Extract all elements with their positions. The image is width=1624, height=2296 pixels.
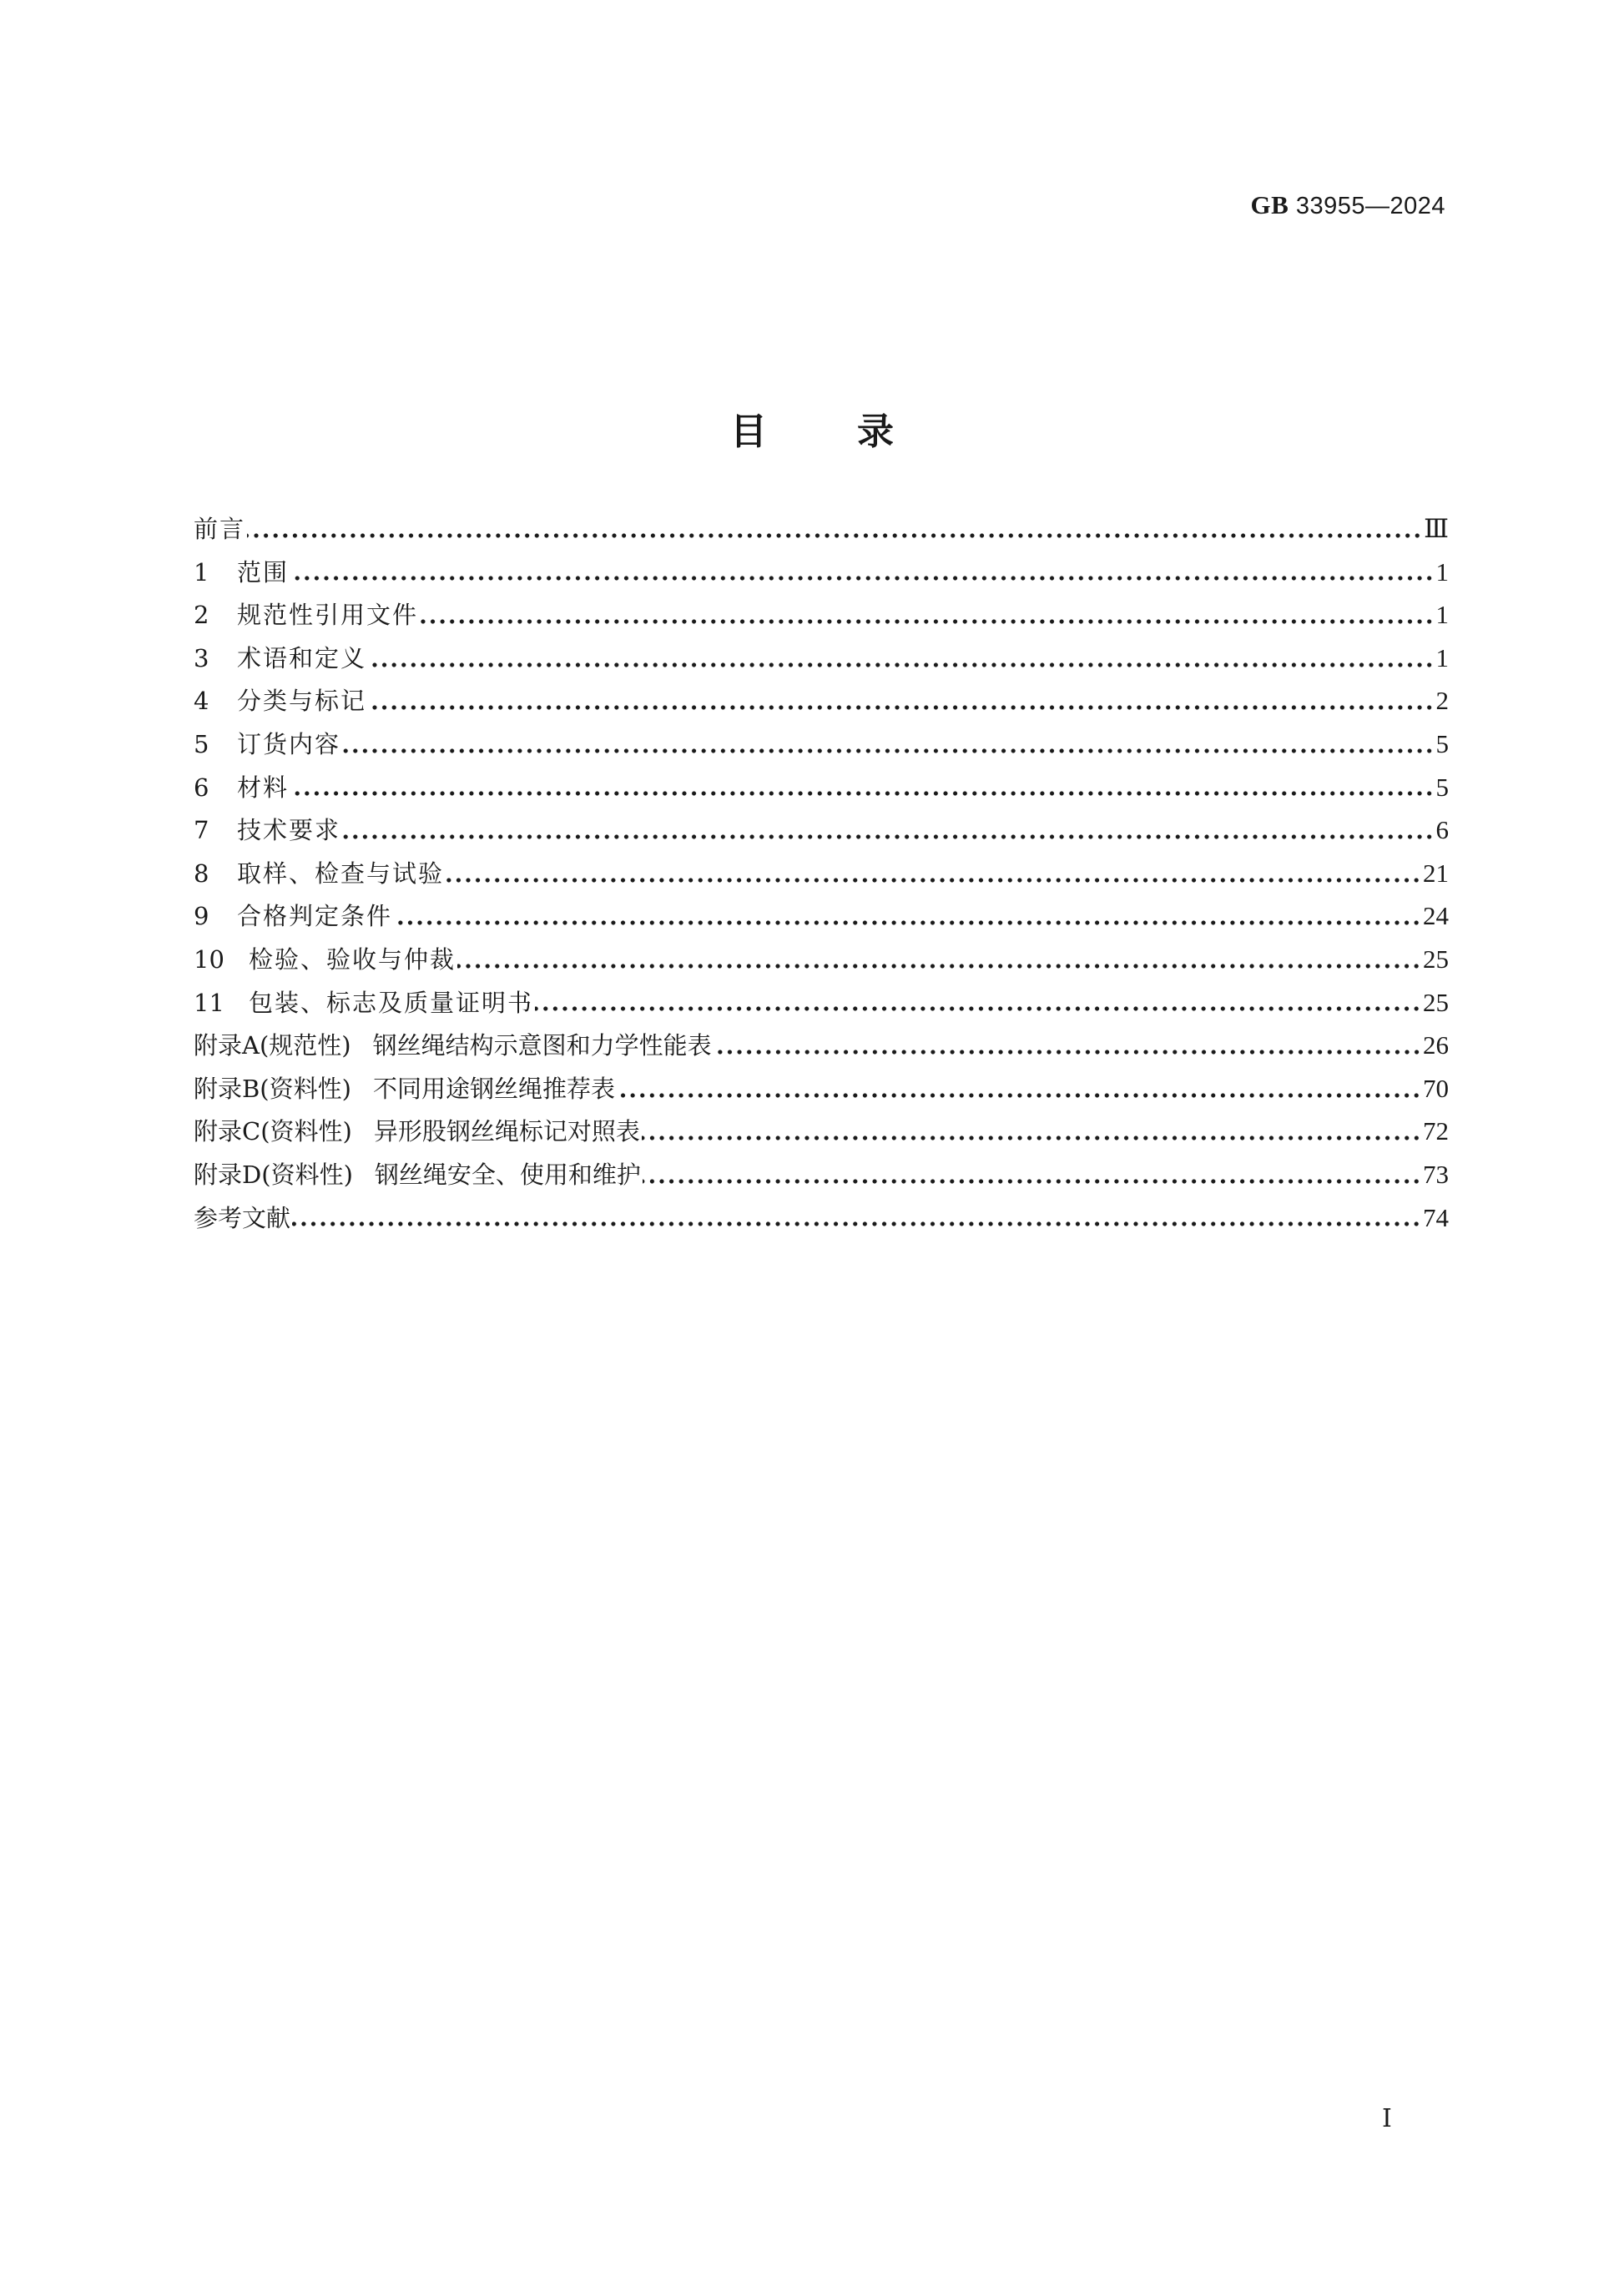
dot-leader [368, 662, 1434, 668]
dot-leader [446, 877, 1421, 884]
toc-label: 合格判定条件 [237, 902, 393, 931]
standard-number: 33955—2024 [1295, 193, 1445, 219]
toc-page-number: 25 [1423, 944, 1449, 974]
toc-entry-5[interactable] [194, 726, 1449, 769]
toc-page-number: 73 [1423, 1159, 1449, 1189]
dot-leader [368, 704, 1434, 711]
toc-label: 材料 [237, 773, 290, 802]
toc-page-number: 26 [1423, 1030, 1449, 1060]
toc-entry-8[interactable] [194, 855, 1449, 899]
toc-page-number: 21 [1423, 858, 1449, 888]
toc-page-number: 1 [1435, 642, 1449, 672]
toc-page-number: 70 [1423, 1073, 1449, 1103]
dot-leader [420, 618, 1434, 625]
toc-section-number: 9 [194, 902, 209, 931]
title-char-1: 目 [730, 410, 767, 454]
dot-leader [617, 1092, 1421, 1099]
toc-label: 分类与标记 [237, 687, 367, 716]
dot-leader [247, 532, 1422, 539]
toc-entry-2[interactable] [194, 597, 1449, 640]
toc-section-number: 4 [194, 687, 209, 716]
toc-label: 取样、检查与试验 [237, 858, 445, 888]
toc-label: 范围 [237, 557, 290, 587]
dot-leader [714, 1049, 1421, 1055]
toc-section-number: 10 [194, 944, 224, 974]
toc-entry-foreword[interactable] [194, 511, 1449, 554]
title-char-2: 录 [857, 410, 894, 454]
toc-entry-bibliography[interactable] [194, 1200, 1449, 1243]
dot-leader [643, 1178, 1421, 1185]
toc-page-number: 5 [1435, 728, 1449, 758]
toc-section-number: 8 [194, 858, 209, 888]
toc-entry-1[interactable] [194, 554, 1449, 597]
toc-section-number: 1 [194, 557, 209, 587]
toc-label: 包装、标志及质量证明书 [249, 988, 534, 1017]
toc-annex-tag: 附录C(资料性) [194, 1117, 352, 1146]
toc-label: 参考文献 [194, 1203, 291, 1232]
toc-entry-annex-d[interactable] [194, 1156, 1449, 1200]
dot-leader [642, 1135, 1421, 1141]
dot-leader [535, 1005, 1421, 1012]
page-number: Ⅰ [1382, 2105, 1392, 2132]
toc-section-number: 3 [194, 643, 209, 672]
dot-leader [394, 919, 1421, 926]
toc-label: 异形股钢丝绳标记对照表 [373, 1117, 640, 1146]
toc-entry-11[interactable] [194, 984, 1449, 1028]
toc-annex-tag: 附录D(资料性) [194, 1160, 353, 1189]
toc-page-number: 72 [1423, 1116, 1449, 1146]
toc-page-number: Ⅲ [1424, 514, 1449, 543]
page-title [0, 401, 1624, 455]
toc-page-number: 5 [1435, 772, 1449, 802]
toc-entry-9[interactable] [194, 898, 1449, 941]
toc-page-number: 6 [1435, 815, 1449, 845]
table-of-contents [194, 511, 1449, 1242]
toc-section-number: 6 [194, 773, 209, 802]
dot-leader [342, 833, 1434, 840]
toc-label: 规范性引用文件 [237, 601, 419, 630]
dot-leader [342, 748, 1434, 754]
toc-label: 订货内容 [237, 729, 341, 758]
toc-entry-3[interactable] [194, 640, 1449, 683]
standard-prefix: GB [1250, 190, 1289, 219]
toc-page-number: 1 [1435, 600, 1449, 630]
toc-label: 技术要求 [237, 816, 341, 845]
toc-page-number: 1 [1435, 556, 1449, 587]
toc-page-number: 74 [1423, 1202, 1449, 1232]
dot-leader [457, 963, 1421, 969]
dot-leader [290, 790, 1434, 797]
toc-page-number: 2 [1435, 686, 1449, 716]
toc-label: 检验、验收与仲裁 [249, 944, 456, 974]
toc-label: 钢丝绳安全、使用和维护 [374, 1160, 641, 1189]
toc-entry-7[interactable] [194, 812, 1449, 855]
toc-annex-tag: 附录A(规范性) [194, 1031, 351, 1060]
toc-page-number: 24 [1423, 901, 1449, 931]
toc-entry-annex-b[interactable] [194, 1070, 1449, 1114]
toc-entry-6[interactable] [194, 769, 1449, 813]
toc-annex-tag: 附录B(资料性) [194, 1074, 351, 1103]
dot-leader [292, 1221, 1421, 1227]
toc-section-number: 5 [194, 729, 209, 758]
toc-section-number: 11 [194, 988, 224, 1017]
toc-section-number: 2 [194, 601, 209, 630]
toc-label: 术语和定义 [237, 643, 367, 672]
toc-entry-annex-a[interactable] [194, 1027, 1449, 1070]
toc-label: 前言 [194, 515, 246, 543]
toc-entry-10[interactable] [194, 941, 1449, 984]
toc-label: 不同用途钢丝绳推荐表 [372, 1074, 615, 1103]
toc-label: 钢丝绳结构示意图和力学性能表 [372, 1031, 712, 1060]
standard-code [1250, 190, 1445, 220]
toc-page-number: 25 [1423, 987, 1449, 1017]
toc-entry-annex-c[interactable] [194, 1113, 1449, 1156]
dot-leader [290, 575, 1434, 582]
toc-entry-4[interactable] [194, 682, 1449, 726]
toc-section-number: 7 [194, 816, 209, 845]
